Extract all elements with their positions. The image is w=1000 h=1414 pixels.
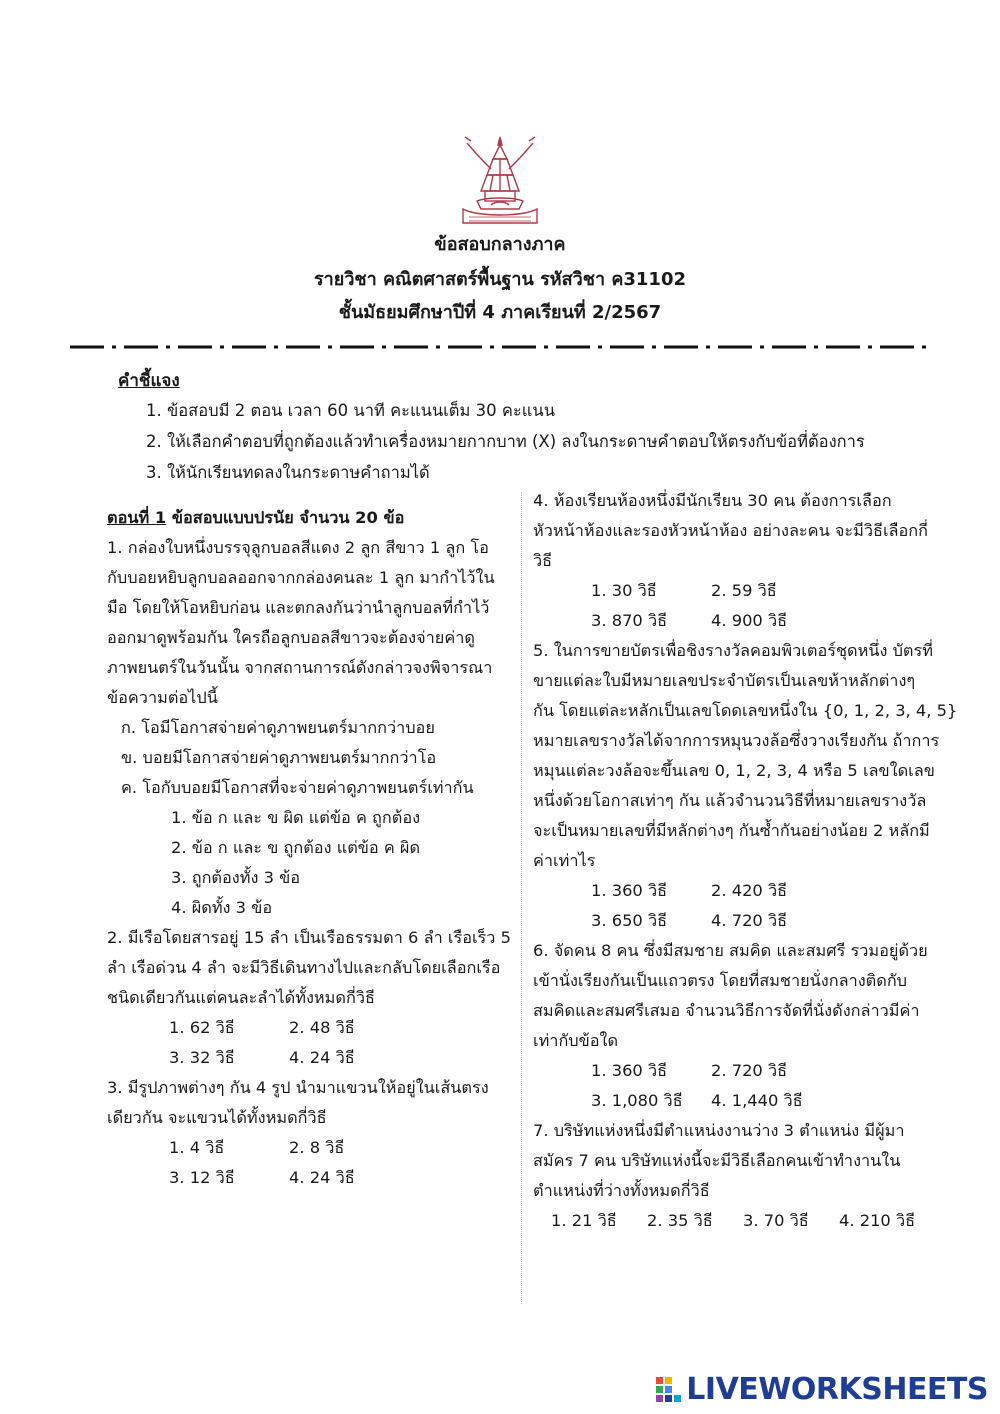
answer-choice[interactable]: 3. 70 วิธี	[743, 1211, 809, 1230]
instruction-item: 1. ข้อสอบมี 2 ตอน เวลา 60 นาที คะแนนเต็ม 30 คะแนน	[146, 401, 555, 420]
answer-choice[interactable]: 4. 900 วิธี	[711, 611, 788, 630]
liveworksheets-logo-icon	[656, 1375, 682, 1405]
answer-choice[interactable]: 2. 48 วิธี	[289, 1018, 355, 1037]
part1-label: ตอนที่ 1	[107, 508, 167, 527]
part1-heading	[107, 503, 507, 533]
question-text: วิธี	[533, 551, 553, 570]
answer-choice[interactable]: 1. 4 วิธี	[169, 1138, 225, 1157]
answer-choice[interactable]: 2. 420 วิธี	[711, 881, 788, 900]
right-column	[533, 486, 958, 1236]
answer-choice[interactable]: 1. ข้อ ก และ ข ผิด แต่ข้อ ค ถูกต้อง	[171, 808, 421, 827]
answer-choice[interactable]: 4. 24 วิธี	[289, 1168, 355, 1187]
question-text: สมคิดและสมศรีเสมอ จำนวนวิธีการจัดที่นั่งดังกล่าวมีค่า	[533, 1001, 920, 1020]
question-text: หมายเลขรางวัลได้จากการหมุนวงล้อซึ่งวางเรียงกัน ถ้าการ	[533, 731, 940, 750]
choice-row	[533, 1056, 953, 1086]
answer-choice[interactable]: 4. 1,440 วิธี	[711, 1091, 803, 1110]
choice-row	[533, 1206, 953, 1236]
answer-choice[interactable]: 2. 35 วิธี	[647, 1211, 713, 1230]
choice-row	[533, 906, 953, 936]
dash-dot-divider	[70, 343, 932, 351]
instruction-item: 2. ให้เลือกคำตอบที่ถูกต้องแล้วทำเครื่องหมายกากบาท (X) ลงในกระดาษคำตอบให้ตรงกับข้อที่ต้องการ	[146, 432, 865, 451]
question-text: สมัคร 7 คน บริษัทแห่งนี้จะมีวิธีเลือกคนเข้าทำงานใน	[533, 1151, 901, 1170]
choice-row	[107, 1163, 507, 1193]
exam-title: ข้อสอบกลางภาค	[434, 234, 566, 255]
question-text: ตำแหน่งที่ว่างทั้งหมดกี่วิธี	[533, 1181, 710, 1200]
answer-choice[interactable]: 3. 870 วิธี	[591, 611, 668, 630]
answer-choice[interactable]: 1. 30 วิธี	[591, 581, 657, 600]
answer-choice[interactable]: 2. 59 วิธี	[711, 581, 777, 600]
left-column	[107, 503, 511, 1193]
question-text: ชนิดเดียวกันแต่คนละลำได้ทั้งหมดกี่วิธี	[107, 988, 375, 1007]
statement: ค. โอกับบอยมีโอกาสที่จะจ่ายค่าดูภาพยนตร์เท่ากัน	[121, 778, 474, 797]
instruction-item: 3. ให้นักเรียนทดลงในกระดาษคำถามได้	[146, 463, 430, 482]
question-text: 7. บริษัทแห่งหนึ่งมีตำแหน่งงานว่าง 3 ตำแหน่ง มีผู้มา	[533, 1121, 905, 1140]
question-text: หมุนแต่ละวงล้อจะขึ้นเลข 0, 1, 2, 3, 4 หรือ 5 เลขใดเลข	[533, 761, 935, 780]
question-text: ขายแต่ละใบมีหมายเลขประจำบัตรเป็นเลขห้าหลักต่างๆ	[533, 671, 916, 690]
statement: ก. โอมีโอกาสจ่ายค่าดูภาพยนตร์มากกว่าบอย	[121, 718, 435, 737]
question-text: 6. จัดคน 8 คน ซึ่งมีสมชาย สมคิด และสมศรี รวมอยู่ด้วย	[533, 941, 928, 960]
question-2	[107, 923, 511, 1073]
choice-row	[107, 1133, 507, 1163]
answer-choice[interactable]: 3. ถูกต้องทั้ง 3 ข้อ	[171, 868, 301, 887]
liveworksheets-wordmark: LIVEWORKSHEETS	[686, 1372, 988, 1407]
part1-title: ข้อสอบแบบปรนัย จำนวน 20 ข้อ	[166, 508, 405, 527]
answer-choice[interactable]: 3. 12 วิธี	[169, 1168, 235, 1187]
question-1	[107, 533, 507, 923]
statement: ข. บอยมีโอกาสจ่ายค่าดูภาพยนตร์มากกว่าโอ	[121, 748, 437, 767]
subject-line: รายวิชา คณิตศาสตร์พื้นฐาน รหัสวิชา ค31102	[314, 269, 686, 290]
question-text: ลำ เรือด่วน 4 ลำ จะมีวิธีเดินทางไปและกลับโดยเลือกเรือ	[107, 958, 501, 977]
question-text: 3. มีรูปภาพต่างๆ กัน 4 รูป นำมาแขวนให้อยู่ในเส้นตรง	[107, 1078, 489, 1097]
choice-row	[107, 1013, 507, 1043]
answer-choice[interactable]: 4. 720 วิธี	[711, 911, 788, 930]
question-text: 5. ในการขายบัตรเพื่อชิงรางวัลคอมพิวเตอร์ชุดหนึ่ง บัตรที่	[533, 641, 933, 660]
question-6	[533, 936, 953, 1116]
question-text: กัน โดยแต่ละหลักเป็นเลขโดดเลขหนึ่งใน {0, 1, 2, 3, 4, 5}	[533, 701, 958, 720]
question-text: หัวหน้าห้องและรองหัวหน้าห้อง อย่างละคน จะมีวิธีเลือกกี่	[533, 521, 929, 540]
choice-row	[533, 876, 953, 906]
question-text: กับบอยหยิบลูกบอลออกจากกล่องคนละ 1 ลูก มากำไว้ใน	[107, 568, 495, 587]
choice-row	[533, 1086, 953, 1116]
answer-choice[interactable]: 4. ผิดทั้ง 3 ข้อ	[171, 898, 273, 917]
question-text: เดียวกัน จะแขวนได้ทั้งหมดกี่วิธี	[107, 1108, 327, 1127]
choice-row	[107, 1043, 507, 1073]
answer-choice[interactable]: 1. 62 วิธี	[169, 1018, 235, 1037]
instructions-title: คำชี้แจง	[118, 371, 180, 391]
question-text: หนึ่งด้วยโอกาสเท่าๆ กัน แล้วจำนวนวิธีที่หมายเลขรางวัล	[533, 791, 927, 810]
question-7	[533, 1116, 953, 1236]
question-text: มือ โดยให้โอหยิบก่อน และตกลงกันว่านำลูกบอลที่กำไว้	[107, 598, 490, 617]
answer-choice[interactable]: 4. 210 วิธี	[839, 1211, 916, 1230]
question-text: ออกมาดูพร้อมกัน ใครถือลูกบอลสีขาวจะต้องจ่ายค่าดู	[107, 628, 475, 647]
column-separator	[521, 492, 522, 1304]
answer-choice[interactable]: 3. 650 วิธี	[591, 911, 668, 930]
class-term-line: ชั้นมัธยมศึกษาปีที่ 4 ภาคเรียนที่ 2/2567	[338, 302, 662, 323]
choice-row	[533, 576, 953, 606]
question-text: ภาพยนตร์ในวันนั้น จากสถานการณ์ดังกล่าวจงพิจารณา	[107, 658, 493, 677]
question-5	[533, 636, 958, 936]
question-text: เข้านั่งเรียงกันเป็นแถวตรง โดยที่สมชายนั่งกลางติดกับ	[533, 971, 908, 990]
question-4	[533, 486, 953, 636]
question-text: 2. มีเรือโดยสารอยู่ 15 ลำ เป็นเรือธรรมดา 6 ลำ เรือเร็ว 5	[107, 928, 511, 947]
school-emblem-logo	[457, 135, 543, 227]
answer-choice[interactable]: 3. 32 วิธี	[169, 1048, 235, 1067]
answer-choice[interactable]: 2. 720 วิธี	[711, 1061, 788, 1080]
answer-choice[interactable]: 3. 1,080 วิธี	[591, 1091, 683, 1110]
answer-choice[interactable]: 1. 21 วิธี	[551, 1211, 617, 1230]
question-text: จะเป็นหมายเลขที่มีหลักต่างๆ กันซ้ำกันอย่างน้อย 2 หลักมี	[533, 821, 930, 840]
answer-choice[interactable]: 1. 360 วิธี	[591, 1061, 668, 1080]
answer-choice[interactable]: 2. 8 วิธี	[289, 1138, 345, 1157]
answer-choice[interactable]: 1. 360 วิธี	[591, 881, 668, 900]
question-text: ข้อความต่อไปนี้	[107, 688, 218, 707]
question-text: เท่ากับข้อใด	[533, 1031, 619, 1050]
question-text: 1. กล่องใบหนึ่งบรรจุลูกบอลสีแดง 2 ลูก สีขาว 1 ลูก โอ	[107, 538, 489, 557]
liveworksheets-watermark[interactable]	[656, 1372, 988, 1408]
question-3	[107, 1073, 507, 1193]
choice-row	[533, 606, 953, 636]
answer-choice[interactable]: 2. ข้อ ก และ ข ถูกต้อง แต่ข้อ ค ผิด	[171, 838, 421, 857]
answer-choice[interactable]: 4. 24 วิธี	[289, 1048, 355, 1067]
question-text: 4. ห้องเรียนห้องหนึ่งมีนักเรียน 30 คน ต้องการเลือก	[533, 491, 892, 510]
question-text: ค่าเท่าไร	[533, 851, 596, 870]
